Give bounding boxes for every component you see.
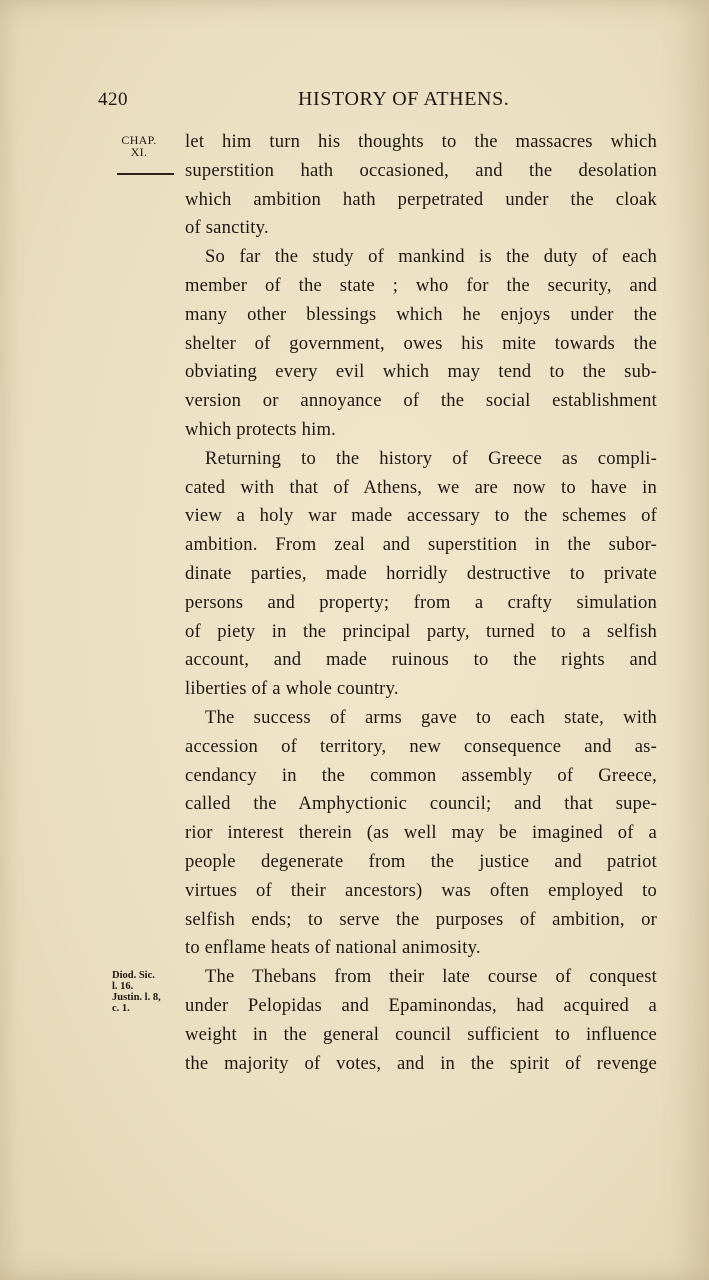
text-line: let him turn his thoughts to the massacres which: [185, 131, 657, 152]
text-line: persons and property; from a crafty simulation: [185, 591, 657, 613]
margin-citation: [112, 970, 184, 1014]
text-line: selfish ends; to serve the purposes of ambition, or: [185, 908, 657, 930]
text-line: virtues of their ancestors) was often employed to: [185, 879, 657, 901]
text-line: member of the state ; who for the security, and: [185, 274, 657, 296]
text-line: liberties of a whole country.: [185, 678, 399, 700]
text-line: people degenerate from the justice and patriot: [185, 850, 657, 872]
text-line: many other blessings which he enjoys under the: [185, 303, 657, 325]
text-line: superstition hath occasioned, and the desolation: [185, 159, 657, 181]
chapter-rule: [117, 173, 174, 175]
text-line: of sanctity.: [185, 217, 269, 239]
chapter-label: CHAP.: [121, 133, 157, 147]
text-line: cated with that of Athens, we are now to have in: [185, 476, 657, 498]
text-line: the majority of votes, and in the spirit of revenge: [185, 1052, 657, 1074]
text-line: So far the study of mankind is the duty of each: [205, 246, 657, 268]
page-number: 420: [98, 89, 128, 110]
chapter-marker: [117, 134, 161, 158]
text-line: to enflame heats of national animosity.: [185, 937, 481, 959]
text-line: ambition. From zeal and superstition in the subor-: [185, 534, 657, 556]
text-line: which ambition hath perpetrated under the cloak: [185, 188, 657, 210]
margin-citation-line: c. 1.: [112, 1003, 130, 1014]
text-line: view a holy war made accessary to the schemes of: [185, 505, 657, 527]
text-line: Returning to the history of Greece as compli-: [205, 447, 657, 469]
margin-citation-line: Justin. l. 8,: [112, 992, 161, 1003]
text-line: called the Amphyctionic council; and that supe-: [185, 793, 657, 815]
page-header: [0, 86, 709, 116]
text-line: of piety in the principal party, turned to a selfish: [185, 620, 657, 642]
text-line: cendancy in the common assembly of Greece,: [185, 764, 657, 786]
text-line: The Thebans from their late course of conquest: [205, 966, 657, 988]
text-line: account, and made ruinous to the rights and: [185, 649, 657, 671]
text-line: which protects him.: [185, 418, 336, 440]
text-line: version or annoyance of the social establishment: [185, 390, 657, 412]
text-line: dinate parties, made horridly destructive to private: [185, 562, 657, 584]
text-line: accession of territory, new consequence and as-: [185, 735, 657, 757]
text-line: under Pelopidas and Epaminondas, had acquired a: [185, 994, 657, 1016]
running-title: HISTORY OF ATHENS.: [298, 88, 510, 110]
margin-citation-line: Diod. Sic.: [112, 970, 155, 981]
body-text: [185, 128, 657, 1078]
text-line: The success of arms gave to each state, with: [205, 706, 657, 728]
text-line: rior interest therein (as well may be imagined of a: [185, 822, 657, 844]
margin-citation-line: l. 16.: [112, 981, 134, 992]
text-line: obviating every evil which may tend to the sub-: [185, 361, 657, 383]
text-line: weight in the general council sufficient to influence: [185, 1023, 657, 1045]
text-line: shelter of government, owes his mite towards the: [185, 332, 657, 354]
chapter-number: XI.: [130, 145, 148, 159]
